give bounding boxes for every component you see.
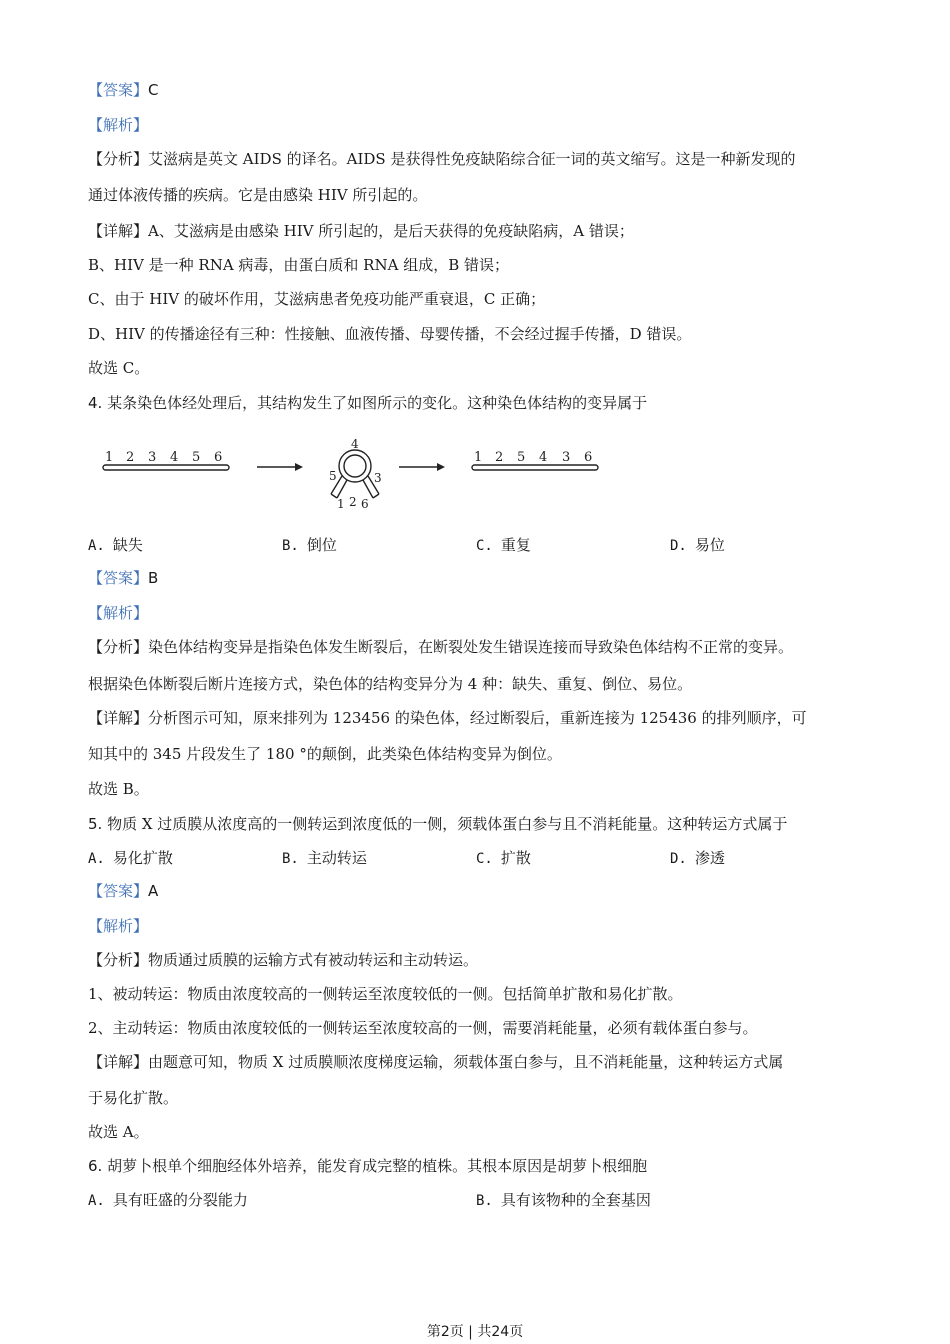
q4-option-d-text: 易位 — [694, 536, 725, 554]
q5-option-d-letter: D. — [670, 851, 687, 867]
q3-detail-line1 — [88, 221, 634, 241]
q5-option-a-letter: A. — [88, 851, 105, 867]
q5-option-d[interactable] — [670, 848, 725, 869]
q3-detail-line4: D、HIV 的传播途径有三种：性接触、血液传播、母婴传播，不会经过握手传播，D 错误。 — [88, 325, 692, 343]
q4-option-c-letter: C. — [476, 538, 493, 554]
q5-detail-label: 【详解】 — [88, 1053, 149, 1071]
q5-stem: 物质 X 过质膜从浓度高的一侧转运到浓度低的一侧，须载体蛋白参与且不消耗能量。这种转运方式属于 — [107, 815, 788, 833]
q4-option-c-text: 重复 — [500, 536, 531, 554]
q5-number: 5. — [88, 815, 103, 833]
footer-page-number: 2 — [440, 1324, 450, 1340]
q5-analysis-tag: 【解析】 — [88, 917, 149, 935]
q4-answer: B — [148, 569, 159, 587]
after-label-6: 6 — [584, 450, 593, 465]
q4-option-a-letter: A. — [88, 538, 105, 554]
q5-option-a[interactable] — [88, 848, 173, 869]
loop-label-6: 6 — [361, 497, 369, 511]
q5-stem-line — [88, 814, 787, 834]
q4-conclusion: 故选 B。 — [88, 780, 149, 798]
chromosome-after-bar — [472, 465, 598, 470]
chromosome-before-bar — [103, 465, 229, 470]
q4-answer-tag: 【答案】 — [88, 569, 149, 587]
q3-detail-label: 【详解】 — [88, 222, 149, 240]
q5-option-a-text: 易化扩散 — [112, 849, 173, 867]
q5-analysis-text1: 物质通过质膜的运输方式有被动转运和主动转运。 — [148, 951, 479, 969]
q4-option-b[interactable] — [282, 535, 337, 556]
q4-option-b-letter: B. — [282, 538, 299, 554]
q3-detail-text1: A、艾滋病是由感染 HIV 所引起的，是后天获得的免疫缺陷病，A 错误； — [148, 222, 634, 240]
q4-analysis-label: 【分析】 — [88, 638, 149, 656]
loop-label-4: 4 — [351, 437, 359, 451]
q3-analysis-line2: 通过体液传播的疾病。它是由感染 HIV 所引起的。 — [88, 186, 428, 204]
q6-stem: 胡萝卜根单个细胞经体外培养，能发育成完整的植株。其根本原因是胡萝卜根细胞 — [107, 1157, 648, 1175]
before-label-6: 6 — [214, 450, 223, 465]
q4-answer-line — [88, 568, 158, 588]
q4-option-b-text: 倒位 — [306, 536, 337, 554]
q3-answer-tag: 【答案】 — [88, 81, 149, 99]
q6-option-a-letter: A. — [88, 1193, 105, 1209]
q6-option-b-letter: B. — [476, 1193, 493, 1209]
q6-stem-line — [88, 1156, 647, 1176]
q4-detail-label: 【详解】 — [88, 709, 149, 727]
footer-total-pages: 24 — [491, 1324, 510, 1340]
after-label-1: 1 — [474, 450, 483, 465]
q4-analysis-line2: 根据染色体断裂后断片连接方式，染色体的结构变异分为 4 种：缺失、重复、倒位、易位。 — [88, 675, 693, 693]
q3-analysis-text1: 艾滋病是英文 AIDS 的译名。AIDS 是获得性免疫缺陷综合征一词的英文缩写。这是一种新发现的 — [148, 150, 796, 168]
before-label-3: 3 — [148, 450, 157, 465]
q4-option-a[interactable] — [88, 535, 143, 556]
footer-mid: 页 | 共 — [449, 1324, 492, 1340]
arrow-2-head — [437, 463, 445, 471]
q6-option-a-text: 具有旺盛的分裂能力 — [112, 1191, 248, 1209]
q5-option-c-text: 扩散 — [500, 849, 531, 867]
before-label-5: 5 — [192, 450, 201, 465]
q4-option-d-letter: D. — [670, 538, 687, 554]
before-label-1: 1 — [105, 450, 114, 465]
q4-analysis-text1: 染色体结构变异是指染色体发生断裂后，在断裂处发生错误连接而导致染色体结构不正常的变异。 — [148, 638, 794, 656]
q5-answer-tag: 【答案】 — [88, 882, 149, 900]
chromosome-loop — [331, 450, 379, 498]
q3-detail-line2: B、HIV 是一种 RNA 病毒，由蛋白质和 RNA 组成，B 错误； — [88, 256, 509, 274]
q5-analysis-line1 — [88, 950, 478, 970]
q3-analysis-tag: 【解析】 — [88, 116, 149, 134]
q3-detail-line3: C、由于 HIV 的破坏作用，艾滋病患者免疫功能严重衰退，C 正确； — [88, 290, 546, 308]
q6-number: 6. — [88, 1157, 103, 1175]
q4-analysis-line1 — [88, 637, 793, 657]
page-footer — [0, 1322, 950, 1342]
q4-stem-line — [88, 393, 647, 413]
q5-answer: A — [148, 882, 159, 900]
after-label-2: 2 — [495, 450, 504, 465]
q5-analysis-label: 【分析】 — [88, 951, 149, 969]
before-label-2: 2 — [126, 450, 135, 465]
q3-analysis-line1 — [88, 149, 795, 169]
q3-analysis-label: 【分析】 — [88, 150, 149, 168]
q4-analysis-tag: 【解析】 — [88, 604, 149, 622]
q3-answer: C — [148, 81, 159, 99]
before-label-4: 4 — [170, 450, 179, 465]
q5-point2: 2、主动转运：物质由浓度较低的一侧转运至浓度较高的一侧，需要消耗能量，必须有载体蛋白参与。 — [88, 1019, 758, 1037]
q6-option-b-text: 具有该物种的全套基因 — [500, 1191, 651, 1209]
footer-suffix: 页 — [509, 1324, 524, 1340]
after-label-5: 5 — [517, 450, 526, 465]
q5-option-c[interactable] — [476, 848, 531, 869]
loop-label-1: 1 — [337, 497, 345, 511]
q5-option-b[interactable] — [282, 848, 367, 869]
arrow-1-head — [295, 463, 303, 471]
q5-point1: 1、被动转运：物质由浓度较高的一侧转运至浓度较低的一侧。包括简单扩散和易化扩散。 — [88, 985, 683, 1003]
q5-option-d-text: 渗透 — [694, 849, 725, 867]
q5-option-b-text: 主动转运 — [306, 849, 367, 867]
q5-option-b-letter: B. — [282, 851, 299, 867]
q4-number: 4. — [88, 394, 103, 412]
q5-detail-text1: 由题意可知，物质 X 过质膜顺浓度梯度运输，须载体蛋白参与，且不消耗能量，这种转运方式属 — [148, 1053, 784, 1071]
q4-detail-line2: 知其中的 345 片段发生了 180 °的颠倒，此类染色体结构变异为倒位。 — [88, 745, 562, 763]
q5-conclusion: 故选 A。 — [88, 1123, 149, 1141]
chromosome-inversion-diagram — [95, 436, 615, 516]
q5-option-c-letter: C. — [476, 851, 493, 867]
loop-label-2: 2 — [349, 495, 357, 509]
after-label-4: 4 — [539, 450, 548, 465]
footer-prefix: 第 — [426, 1324, 441, 1340]
q4-detail-line1 — [88, 708, 807, 728]
q6-option-b[interactable] — [476, 1190, 651, 1211]
q5-detail-line2: 于易化扩散。 — [88, 1089, 179, 1107]
loop-label-3: 3 — [374, 471, 382, 485]
q5-answer-line — [88, 881, 158, 901]
after-label-3: 3 — [562, 450, 571, 465]
loop-label-5: 5 — [329, 469, 337, 483]
q6-option-a[interactable] — [88, 1190, 248, 1211]
q3-conclusion: 故选 C。 — [88, 359, 150, 377]
q5-detail-line1 — [88, 1052, 783, 1072]
q3-answer-line — [88, 80, 159, 100]
q4-option-a-text: 缺失 — [112, 536, 143, 554]
q4-option-d[interactable] — [670, 535, 725, 556]
q4-option-c[interactable] — [476, 535, 531, 556]
q4-stem: 某条染色体经处理后，其结构发生了如图所示的变化。这种染色体结构的变异属于 — [107, 394, 648, 412]
q4-detail-text1: 分析图示可知，原来排列为 123456 的染色体，经过断裂后，重新连接为 125436 的排列顺序，可 — [148, 709, 807, 727]
